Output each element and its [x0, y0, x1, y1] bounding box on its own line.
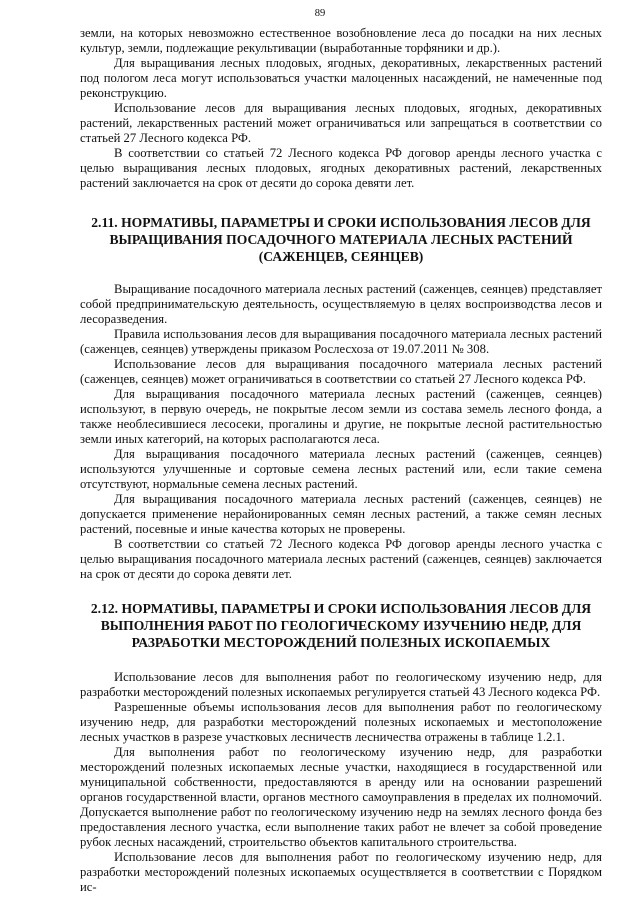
section-2-12-heading: 2.12. НОРМАТИВЫ, ПАРАМЕТРЫ И СРОКИ ИСПОЛЬЗОВАНИЯ ЛЕСОВ ДЛЯ ВЫПОЛНЕНИЯ РАБОТ ПО ГЕОЛОГИЧЕСКОМУ ИЗУЧЕНИЮ НЕДР, ДЛЯ РАЗРАБОТКИ МЕСТОРОЖДЕНИЙ ПОЛЕЗНЫХ ИСКОПАЕМЫХ — [90, 601, 592, 650]
section-2-12-body — [80, 670, 602, 895]
section-2-12-paragraph-1: Использование лесов для выполнения работ по геологическому изучению недр, для разработки месторождений полезных ископаемых регулируется статьей 43 Лесного кодекса РФ. — [80, 670, 602, 699]
section-2-11-paragraph-4: Для выращивания посадочного материала лесных растений (саженцев, сеянцев) используют, в первую очередь, не покрытые лесом земли из состава земель лесного фонда, а также необлесившиеся лесосеки, прогалины и другие, не покрытые лесной растительностью земли иных категорий, на которых располагаются леса. — [80, 387, 602, 446]
section-2-11-paragraph-2: Правила использования лесов для выращивания посадочного материала лесных растений (саженцев, сеянцев) утверждены приказом Рослесхоза от 19.07.2011 № 308. — [80, 327, 602, 356]
intro-section — [80, 26, 602, 191]
section-2-11-paragraph-7: В соответствии со статьей 72 Лесного кодекса РФ договор аренды лесного участка с целью выращивания посадочного материала лесных растений (саженцев, сеянцев) заключается на срок от десяти до сорока девяти лет. — [80, 537, 602, 581]
section-2-11-body — [80, 282, 602, 582]
page-content — [80, 26, 602, 895]
section-2-11-paragraph-5: Для выращивания посадочного материала лесных растений (саженцев, сеянцев) используются улучшенные и сортовые семена лесных растений или, если такие семена отсутствуют, нормальные семена лесных растений. — [80, 447, 602, 491]
intro-paragraph-2: Для выращивания лесных плодовых, ягодных, декоративных, лекарственных растений под пологом леса могут использоваться участки малоценных насаждений, не намеченные под реконструкцию. — [80, 56, 602, 100]
section-2-11-heading: 2.11. НОРМАТИВЫ, ПАРАМЕТРЫ И СРОКИ ИСПОЛЬЗОВАНИЯ ЛЕСОВ ДЛЯ ВЫРАЩИВАНИЯ ПОСАДОЧНОГО МАТЕРИАЛА ЛЕСНЫХ РАСТЕНИЙ (САЖЕНЦЕВ, СЕЯНЦЕВ) — [91, 215, 591, 264]
intro-paragraph-1: земли, на которых невозможно естественное возобновление леса до посадки на них лесных культур, земли, подлежащие рекультивации (выработанные торфяники и др.). — [80, 26, 602, 55]
section-2-11-paragraph-1: Выращивание посадочного материала лесных растений (саженцев, сеянцев) представляет собой предпринимательскую деятельность, осуществляемую в целях воспроизводства лесов и лесоразведения. — [80, 282, 602, 326]
section-2-11-paragraph-3: Использование лесов для выращивания посадочного материала лесных растений (саженцев, сеянцев) может ограничиваться в соответствии со статьей 27 Лесного кодекса РФ. — [80, 357, 602, 386]
page-number: 89 — [314, 8, 326, 19]
section-2-12-paragraph-3: Для выполнения работ по геологическому изучению недр, для разработки месторождений полезных ископаемых лесные участки, находящиеся в государственной или муниципальной собственности, предоставляются в аренду или на основании разрешений органов государственной власти, органов местного самоуправления в пределах их полномочий. Допускается выполнение работ по геологическому изучению недр на землях лесного фонда без предоставления лесного участка, если выполнение таких работ не влечет за собой проведение рубок лесных насаждений, строительство объектов капитального строительства. — [80, 745, 602, 849]
section-2-11-paragraph-6: Для выращивания посадочного материала лесных растений (саженцев, сеянцев) не допускается применение нерайонированных семян лесных растений, а также семян лесных растений, посевные и иные качества которых не проверены. — [80, 492, 602, 536]
intro-paragraph-4: В соответствии со статьей 72 Лесного кодекса РФ договор аренды лесного участка с целью выращивания лесных плодовых, ягодных декоративных растений, лекарственных растений заключается на срок от десяти до сорока девяти лет. — [80, 146, 602, 190]
section-2-12-paragraph-2: Разрешенные объемы использования лесов для выполнения работ по геологическому изучению недр, для разработки месторождений полезных ископаемых и местоположение лесных участков в разрезе участковых лесничеств лесничества отражены в таблице 1.2.1. — [80, 700, 602, 744]
section-2-12-paragraph-4: Использование лесов для выполнения работ по геологическому изучению недр, для разработки месторождений полезных ископаемых осуществляется в соответствии с Порядком ис- — [80, 850, 602, 894]
intro-paragraph-3: Использование лесов для выращивания лесных плодовых, ягодных, декоративных растений, лекарственных растений может ограничиваться или запрещаться в соответствии со статьей 27 Лесного кодекса РФ. — [80, 101, 602, 145]
